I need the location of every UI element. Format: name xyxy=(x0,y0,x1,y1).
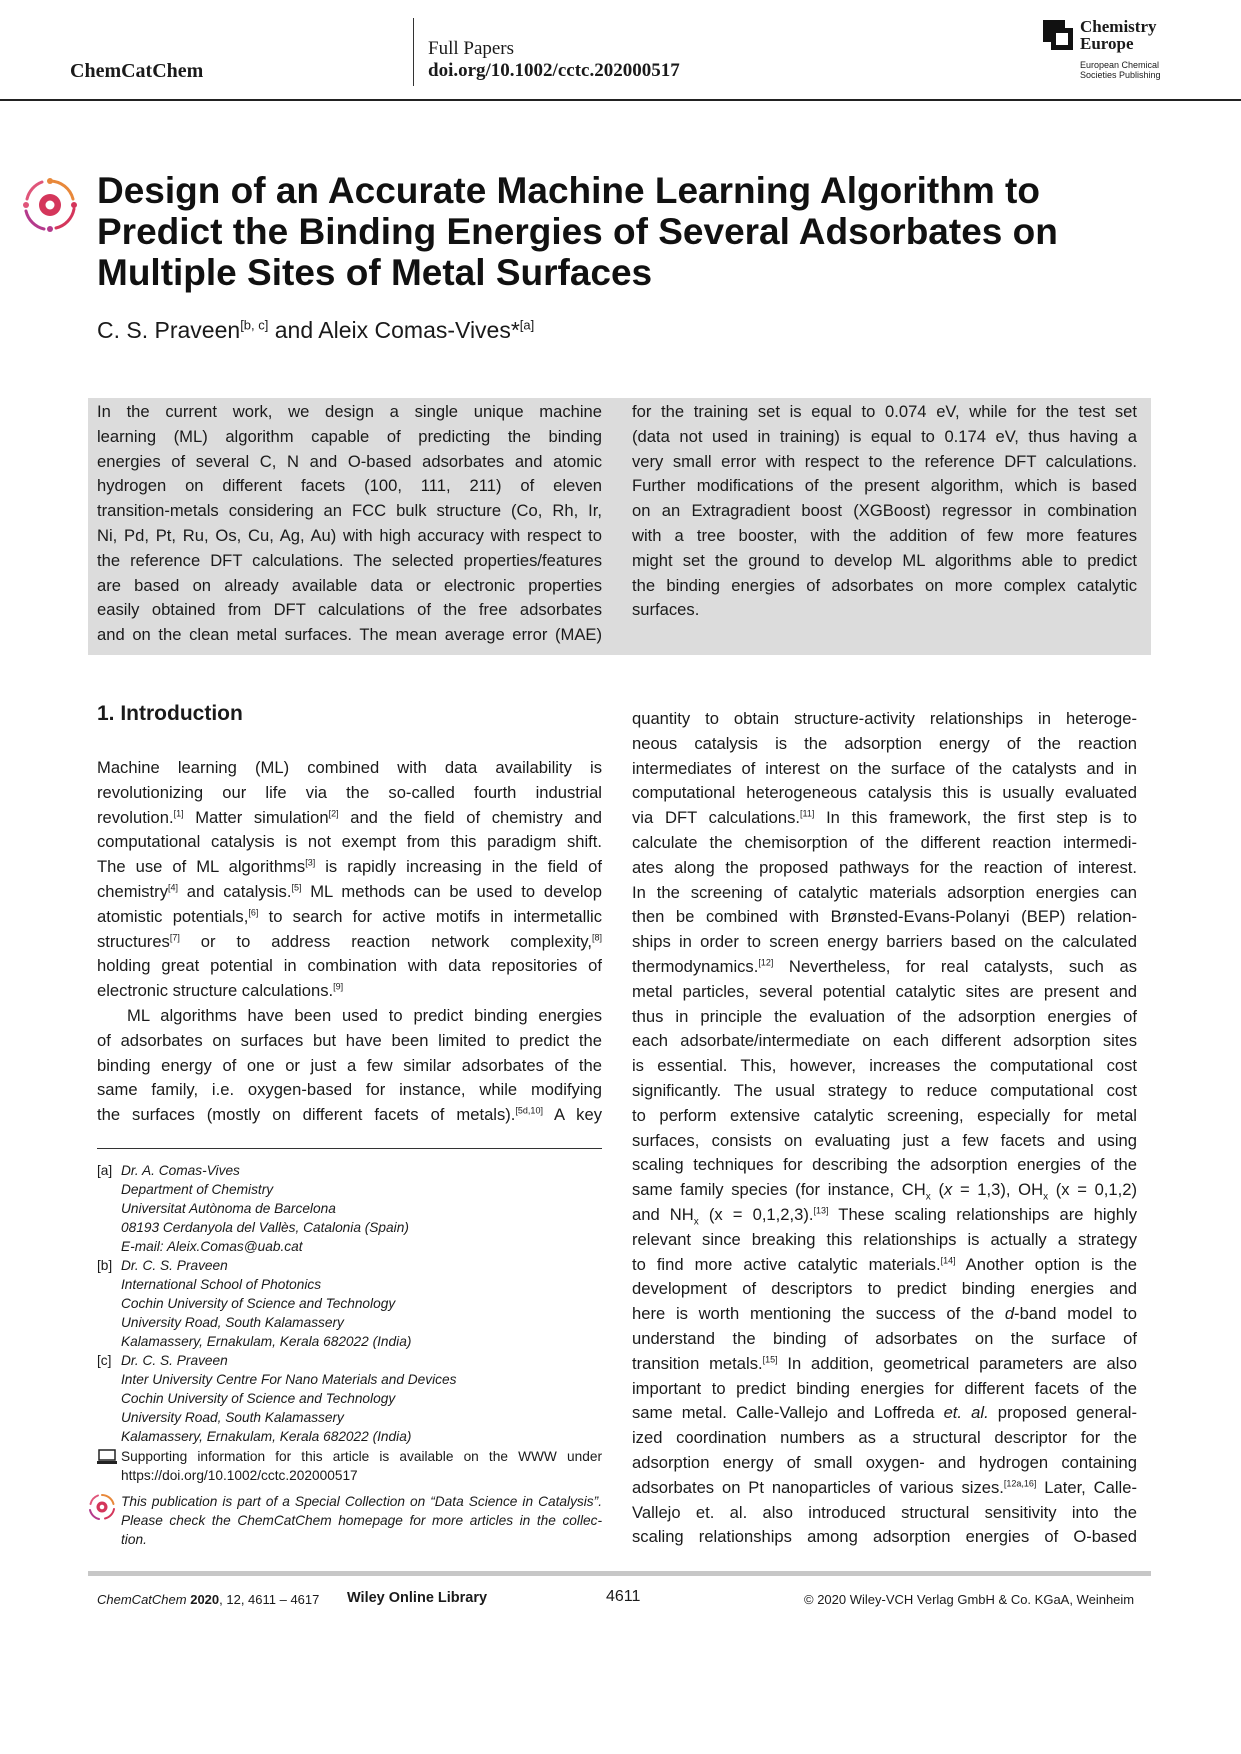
body-line: binding energy of one or just a few similar adsorbates of the xyxy=(97,1055,602,1075)
footer-rule xyxy=(88,1571,1151,1576)
citation-ref[interactable]: [3] xyxy=(305,857,316,868)
body-line: revolution.[1] Matter simulation[2] and the field of chemistry and xyxy=(97,807,603,827)
abstract-line: surfaces. xyxy=(632,600,700,620)
body-line: each adsorbate/intermediate on each different adsorption sites xyxy=(632,1031,1137,1051)
special-collection-icon xyxy=(87,1492,117,1522)
abstract-line: for the training set is equal to 0.074 eV, while for the test set xyxy=(632,402,1137,421)
citation-ref[interactable]: [2] xyxy=(328,808,339,819)
special-collection-note: This publication is part of a Special Collection on “Data Science in Catalysis”. Please check the ChemCatChem homepage for more articles in the collec- tion. xyxy=(97,1492,602,1549)
abstract-line: energies of several C, N and O-based adsorbates and atomic xyxy=(97,451,602,471)
citation-ref[interactable]: [14] xyxy=(940,1255,956,1265)
citation-ref[interactable]: [12a,16] xyxy=(1003,1478,1037,1489)
body-line: calculate the chemisorption of the different reaction intermedi- xyxy=(632,832,1137,852)
publisher-logo-title: Chemistry Europe xyxy=(1080,17,1157,53)
body-line: to find more active catalytic materials.[14] Another option is the xyxy=(632,1254,1137,1274)
special-collection-icon xyxy=(20,175,80,235)
body-line: adsorption energy of small oxygen- and hydrogen containing xyxy=(632,1452,1137,1472)
publisher-logo-mark xyxy=(1043,20,1073,50)
abstract-line: very small error with respect to the reference DFT calculations. xyxy=(632,451,1137,471)
abstract-line: In the current work, we design a single unique machine xyxy=(97,402,602,421)
author-affiliation-ref[interactable]: [a] xyxy=(519,317,535,333)
body-line: In the screening of catalytic materials adsorption energies can xyxy=(632,882,1137,902)
abstract-line: Further modifications of the present algorithm, which is based xyxy=(632,476,1137,496)
affiliation-b: [b] Dr. C. S. Praveen International School of Photonics Cochin University of Science and Technology University Road, South Kalamassery Kalamassery, Ernakulam, Kerala 682022 (India) xyxy=(97,1258,412,1349)
abstract-line: Ni, Pd, Pt, Ru, Os, Cu, Ag, Au) with high accuracy with respect to xyxy=(97,525,602,545)
body-line: chemistry[4] and catalysis.[5] ML methods can be used to develop xyxy=(97,881,602,901)
footnote-rule xyxy=(97,1148,602,1149)
affiliations xyxy=(97,1161,602,1446)
body-line: same metal. Calle-Vallejo and Loffreda et. al. proposed general- xyxy=(632,1403,1138,1423)
affiliation-a: [a] Dr. A. Comas-Vives Department of Chemistry Universitat Autònoma de Barcelona 08193 Cerdanyola del Vallès, Catalonia (Spain) E-mail: Aleix.Comas@uab.cat xyxy=(97,1161,602,1256)
body-line: computational catalysis is not exempt from this paradigm shift. xyxy=(97,832,602,852)
supporting-info-link[interactable]: https://doi.org/10.1002/cctc.202000517 xyxy=(121,1468,358,1483)
abstract-line: on an Extragradient boost (XGBoost) regressor in combination xyxy=(632,501,1137,521)
body-line: holding great potential in combination with data repositories of xyxy=(97,956,602,976)
body-line: surfaces, consists on evaluating just a few facets and using xyxy=(632,1130,1137,1150)
page-title: Design of an Accurate Machine Learning Algorithm to Predict the Binding Energies of Several Adsorbates on Multiple Sites of Metal Surfaces xyxy=(97,170,1058,293)
citation-ref[interactable]: [8] xyxy=(591,932,602,943)
supporting-info-note: Supporting information for this article is available on the WWW under https://doi.org/10.1002/cctc.202000517 xyxy=(97,1447,602,1485)
body-line: neous catalysis is the adsorption energy of the reaction xyxy=(632,733,1137,753)
body-line: intermediates of interest on the surface of the catalysts and in xyxy=(632,758,1137,778)
publisher-logo-subtitle: European Chemical Societies Publishing xyxy=(1080,60,1161,80)
body-line: ized coordination numbers as a structural descriptor for the xyxy=(632,1428,1137,1448)
citation-ref[interactable]: [12] xyxy=(758,957,774,968)
body-line: Machine learning (ML) combined with data availability is xyxy=(97,758,602,777)
body-line: is essential. This, however, increases the computational cost xyxy=(632,1056,1137,1076)
intro-left-column xyxy=(97,756,602,1128)
body-line: Vallejo et. al. also introduced structural sensitivity into the xyxy=(632,1502,1137,1522)
body-line: then be combined with Brønsted-Evans-Polanyi (BEP) relation- xyxy=(632,907,1137,927)
body-line: relevant since breaking this relationships is actually a strategy xyxy=(632,1229,1137,1249)
body-line: revolutionizing our life via the so-called fourth industrial xyxy=(97,782,602,802)
journal-name: ChemCatChem xyxy=(70,60,204,82)
citation-ref[interactable]: [9] xyxy=(333,981,344,992)
computer-icon xyxy=(97,1449,117,1465)
doi-link[interactable]: doi.org/10.1002/cctc.202000517 xyxy=(428,60,680,81)
citation-ref[interactable]: [13] xyxy=(813,1205,829,1216)
citation-ref[interactable]: [11] xyxy=(799,808,815,819)
body-line: computational heterogeneous catalysis this is usually evaluated xyxy=(632,783,1137,803)
abstract-line: and on the clean metal surfaces. The mean average error (MAE) xyxy=(97,625,602,645)
body-line: to perform extensive catalytic screening, especially for metal xyxy=(632,1105,1137,1125)
body-line: electronic structure calculations.[9] xyxy=(97,981,344,1001)
body-line: the surfaces (mostly on different facets of metals).[5d,10] A key xyxy=(97,1105,602,1125)
body-line: atomistic potentials,[6] to search for active motifs in intermetallic xyxy=(97,906,602,926)
body-line: metal particles, several potential catalytic sites are present and xyxy=(632,981,1137,1001)
body-line: important to predict binding energies for different facets of the xyxy=(632,1378,1137,1398)
affiliation-c: [c] Dr. C. S. Praveen Inter University Centre For Nano Materials and Devices Cochin University of Science and Technology University Road, South Kalamassery Kalamassery, Ernakulam, Kerala 682022 (India) xyxy=(97,1353,457,1444)
author-name: C. S. Praveen xyxy=(97,317,241,343)
abstract-left-column xyxy=(97,400,602,648)
abstract-right-column xyxy=(632,400,1137,623)
body-line: development of descriptors to predict binding energies and xyxy=(632,1279,1137,1299)
citation-ref[interactable]: [6] xyxy=(248,907,259,918)
header-divider xyxy=(413,18,414,86)
abstract-line: (data not used in training) is equal to 0.174 eV, thus having a xyxy=(632,426,1137,446)
abstract-line: learning (ML) algorithm capable of predicting the binding xyxy=(97,426,602,446)
abstract-line: are based on already available data or electronic properties xyxy=(97,575,602,595)
body-line: scaling relationships among adsorption energies of O-based xyxy=(632,1527,1137,1547)
body-line: structures[7] or to address reaction network complexity,[8] xyxy=(97,931,602,951)
body-line: transition metals.[15] In addition, geometrical parameters are also xyxy=(632,1353,1138,1373)
abstract-line: might set the ground to develop ML algorithms able to predict xyxy=(632,550,1137,570)
footer-citation: ChemCatChem 2020, 12, 4611 – 4617 xyxy=(97,1592,320,1607)
intro-right-column xyxy=(632,707,1137,1550)
abstract-line: the reference DFT calculations. The selected properties/features xyxy=(97,550,602,570)
citation-ref[interactable]: [7] xyxy=(169,932,180,943)
body-line: ships in order to screen energy barriers based on the calculated xyxy=(632,932,1137,952)
citation-ref[interactable]: [5] xyxy=(291,882,302,893)
page-number: 4611 xyxy=(606,1588,641,1605)
citation-ref[interactable]: [15] xyxy=(762,1354,778,1365)
body-line: scaling techniques for describing the adsorption energies of the xyxy=(632,1155,1137,1175)
citation-ref[interactable]: [4] xyxy=(168,882,179,893)
body-line: here is worth mentioning the success of the d-band model to xyxy=(632,1304,1138,1324)
body-line: understand the binding of adsorbates on the surface of xyxy=(632,1328,1137,1348)
body-line: thermodynamics.[12] Nevertheless, for real catalysts, such as xyxy=(632,956,1137,976)
body-line: ML algorithms have been used to predict binding energies xyxy=(127,1005,602,1025)
abstract-line: easily obtained from DFT calculations of the free adsorbates xyxy=(97,600,602,620)
body-line: and $NH_x$ (x = 0,1,2,3).[13] These scaling relationships are highly xyxy=(632,1204,1137,1228)
abstract-line: the binding energies of adsorbates on more complex catalytic xyxy=(632,575,1137,595)
body-line: same family species (for instance, $CH_x$ (x = 1,3), $OH_x$ (x = 0,1,2) xyxy=(632,1180,1138,1203)
abstract-line: hydrogen on different facets (100, 111, 211) of eleven xyxy=(97,476,602,496)
header-rule xyxy=(0,99,1241,101)
email-link[interactable]: E-mail: Aleix.Comas@uab.cat xyxy=(121,1239,303,1254)
body-line: significantly. The usual strategy to reduce computational cost xyxy=(632,1080,1137,1100)
body-line: quantity to obtain structure-activity relationships in heteroge- xyxy=(632,709,1137,728)
copyright: © 2020 Wiley-VCH Verlag GmbH & Co. KGaA, Weinheim xyxy=(804,1592,1135,1607)
abstract-line: transition-metals considering an FCC bulk structure (Co, Rh, Ir, xyxy=(97,501,602,521)
body-line: of adsorbates on surfaces but have been limited to predict the xyxy=(97,1030,602,1050)
body-line: via DFT calculations.[11] In this framework, the first step is to xyxy=(632,808,1138,828)
author-list: C. S. Praveen[b, c] and Aleix Comas-Vives*[a] xyxy=(97,317,535,343)
section-title: 1. Introduction xyxy=(97,702,243,725)
citation-ref[interactable]: [5d,10] xyxy=(515,1105,543,1116)
body-line: The use of ML algorithms[3] is rapidly increasing in the field of xyxy=(97,857,602,877)
body-line: adsorbates on Pt nanoparticles of various sizes.[12a,16] Later, Calle- xyxy=(632,1477,1137,1497)
author-name: Aleix Comas-Vives* xyxy=(318,317,520,343)
abstract-line: with a tree booster, with the addition of few more features xyxy=(632,525,1137,545)
author-affiliation-ref[interactable]: [b, c] xyxy=(240,317,269,333)
body-line: same family, i.e. oxygen-based for instance, while modifying xyxy=(97,1080,602,1100)
paper-type: Full Papers xyxy=(428,38,515,59)
citation-ref[interactable]: [1] xyxy=(173,808,184,819)
wiley-online-library-link[interactable]: Wiley Online Library xyxy=(347,1590,488,1606)
body-line: thus in principle the evaluation of the adsorption energies of xyxy=(632,1006,1137,1026)
publisher-logo xyxy=(1043,18,1173,82)
body-line: ates along the proposed pathways for the reaction of interest. xyxy=(632,857,1137,877)
